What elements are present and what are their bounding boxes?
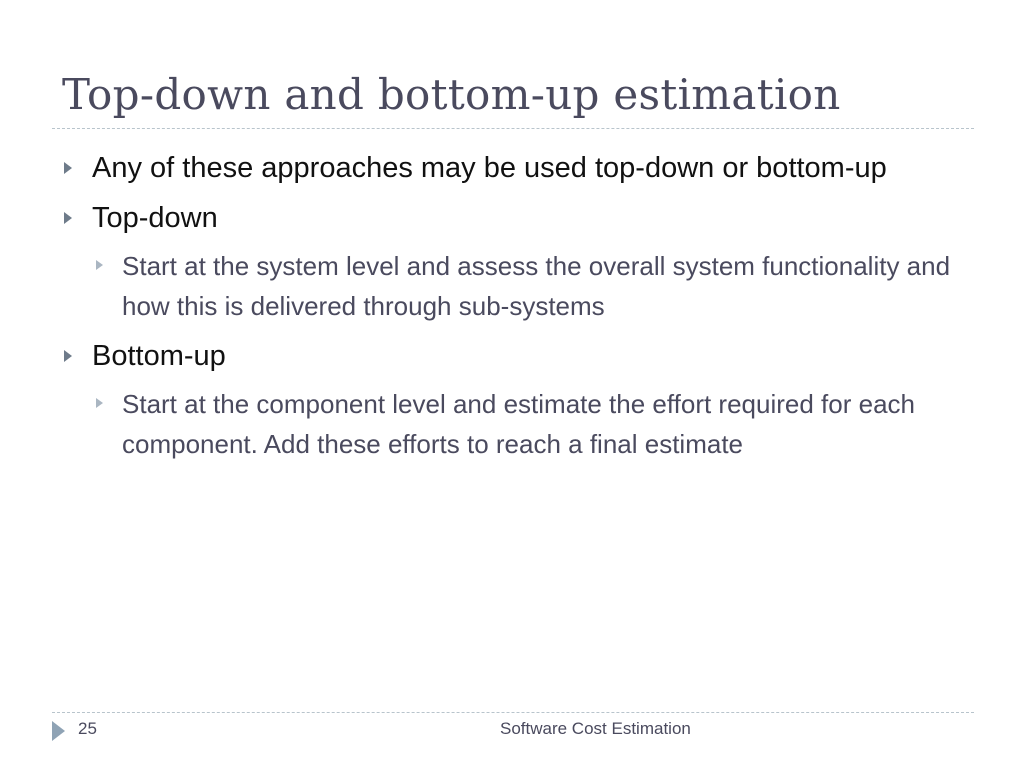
bullet-text: Top-down — [92, 202, 218, 234]
sub-bullet-arrow-icon — [96, 260, 103, 270]
sub-bullet-arrow-icon — [96, 398, 103, 408]
bullet-arrow-icon — [64, 162, 72, 174]
page-number: 25 — [78, 719, 97, 738]
bullet-text: Bottom-up — [92, 340, 226, 372]
sub-bullet-text: Start at the component level and estimate the effort required for each component. Add these efforts to reach a final estimate — [122, 389, 915, 459]
slide-title: Top-down and bottom-up estimation — [62, 70, 841, 119]
title-divider — [52, 128, 974, 129]
bullet-item — [62, 146, 972, 190]
sub-bullet-item — [62, 246, 972, 326]
bullet-item — [62, 196, 972, 240]
footer-title: Software Cost Estimation — [500, 719, 691, 738]
bullet-arrow-icon — [64, 350, 72, 362]
bullet-list — [62, 146, 972, 472]
sub-bullet-text: Start at the system level and assess the overall system functionality and how this is delivered through sub-systems — [122, 251, 951, 321]
bullet-item — [62, 334, 972, 378]
bullet-arrow-icon — [64, 212, 72, 224]
footer-arrow-icon — [52, 721, 65, 741]
sub-bullet-item — [62, 384, 972, 464]
footer-divider — [52, 712, 974, 713]
bullet-text: Any of these approaches may be used top-down or bottom-up — [92, 152, 887, 184]
